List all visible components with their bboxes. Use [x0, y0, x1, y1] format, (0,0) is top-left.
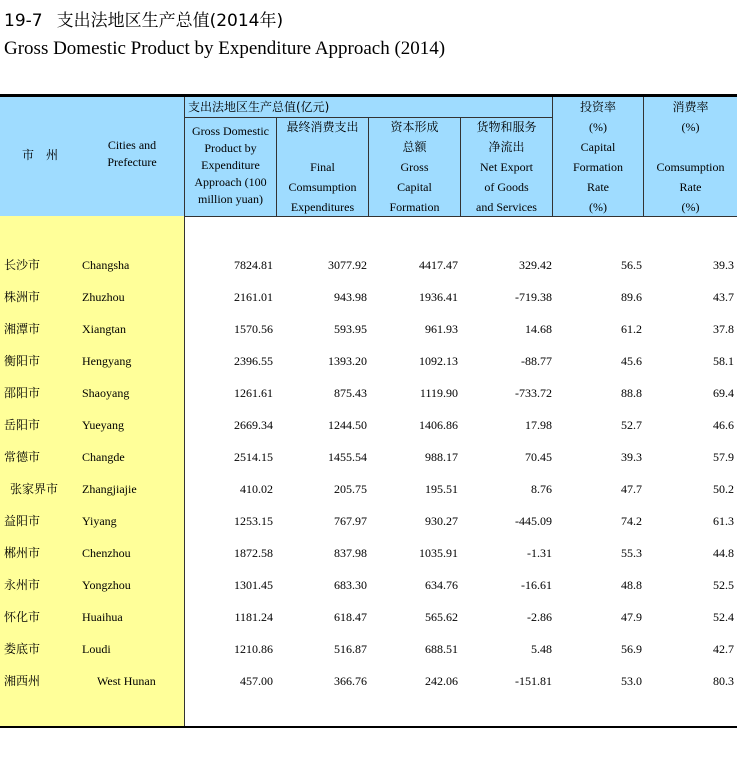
final-consumption-value: 943.98: [334, 290, 367, 304]
city-name-zh: 邵阳市: [4, 386, 41, 400]
hdr-line: Rate: [587, 180, 609, 194]
investment-rate-value: 48.8: [621, 578, 642, 592]
hdr-line: Approach (100: [194, 175, 267, 189]
hdr-line: Capital: [397, 180, 432, 194]
net-export-value: -719.38: [515, 290, 552, 304]
gdp-value: 2514.15: [234, 450, 273, 464]
final-consumption-value: 1455.54: [328, 450, 367, 464]
city-name-en: Changsha: [82, 258, 130, 272]
final-consumption-value: 875.43: [334, 386, 367, 400]
header-group-zh: 支出法地区生产总值(亿元): [188, 100, 330, 114]
table-title-zh: [4, 6, 283, 31]
hdr-line: Expenditures: [290, 200, 355, 214]
hdr-line: Formation: [573, 160, 623, 174]
hdr-line: 资本形成: [390, 120, 439, 134]
gdp-value: 2669.34: [234, 418, 273, 432]
consumption-rate-value: 52.5: [713, 578, 734, 592]
consumption-rate-value: 57.9: [713, 450, 734, 464]
hdr-line: (%): [681, 200, 700, 214]
capital-formation-value: 930.27: [425, 514, 458, 528]
net-export-value: 14.68: [525, 322, 552, 336]
header-cons-rate: [644, 97, 737, 217]
header-inv-rate: [553, 97, 643, 217]
consumption-rate-value: 43.7: [713, 290, 734, 304]
consumption-rate-value: 80.3: [713, 674, 734, 688]
table-row: [0, 313, 737, 345]
hdr-line: 货物和服务: [476, 120, 537, 134]
hdr-line: (%): [589, 200, 607, 214]
header-city-zh: 市 州: [21, 148, 58, 162]
hdr-line: Product by: [204, 141, 257, 155]
title-zh-text: 支出法地区生产总值(2014年): [56, 11, 284, 31]
final-consumption-value: 205.75: [334, 482, 367, 496]
investment-rate-value: 47.7: [621, 482, 642, 496]
city-name-en: Yongzhou: [82, 578, 131, 592]
city-name-en: Yueyang: [82, 418, 124, 432]
hdr-line: 最终消费支出: [286, 120, 359, 134]
hdr-line: [277, 137, 368, 157]
gdp-value: 1210.86: [234, 642, 273, 656]
consumption-rate-value: 58.1: [713, 354, 734, 368]
header-capital: [369, 117, 460, 217]
consumption-rate-value: 39.3: [713, 258, 734, 272]
city-name-en: Xiangtan: [82, 322, 126, 336]
investment-rate-value: 56.9: [621, 642, 642, 656]
final-consumption-value: 593.95: [334, 322, 367, 336]
investment-rate-value: 89.6: [621, 290, 642, 304]
investment-rate-value: 88.8: [621, 386, 642, 400]
final-consumption-value: 618.47: [334, 610, 367, 624]
table-row: [0, 601, 737, 633]
gdp-value: 1253.15: [234, 514, 273, 528]
final-consumption-value: 1393.20: [328, 354, 367, 368]
table-row: [0, 377, 737, 409]
consumption-rate-value: 37.8: [713, 322, 734, 336]
city-name-zh: 岳阳市: [4, 418, 41, 432]
capital-formation-value: 634.76: [425, 578, 458, 592]
investment-rate-value: 45.6: [621, 354, 642, 368]
hdr-line: of Goods: [484, 180, 529, 194]
hdr-line: 投资率: [579, 100, 616, 114]
table-row: [0, 665, 737, 697]
bottom-rule: [0, 726, 737, 728]
investment-rate-value: 56.5: [621, 258, 642, 272]
city-name-en: Yiyang: [82, 514, 117, 528]
table-header: [0, 97, 737, 217]
capital-formation-value: 195.51: [425, 482, 458, 496]
header-city-en: [92, 137, 172, 171]
consumption-rate-value: 50.2: [713, 482, 734, 496]
header-final: [277, 117, 368, 217]
hdr-line: Rate: [679, 180, 702, 194]
capital-formation-value: 1119.90: [419, 386, 458, 400]
capital-formation-value: 961.93: [425, 322, 458, 336]
city-name-zh: 娄底市: [4, 642, 41, 656]
table-row: [0, 281, 737, 313]
city-name-zh: 株洲市: [4, 290, 41, 304]
hdr-line: 消费率: [672, 100, 709, 114]
investment-rate-value: 39.3: [621, 450, 642, 464]
table-row: [0, 505, 737, 537]
gdp-value: 7824.81: [234, 258, 273, 272]
table-row: [0, 409, 737, 441]
table-number: 19-7: [4, 11, 43, 31]
investment-rate-value: 61.2: [621, 322, 642, 336]
consumption-rate-value: 52.4: [713, 610, 734, 624]
net-export-value: 329.42: [519, 258, 552, 272]
hdr-line: Comsumption: [288, 180, 357, 194]
consumption-rate-value: 46.6: [713, 418, 734, 432]
table-row: [0, 473, 737, 505]
net-export-value: 8.76: [531, 482, 552, 496]
city-name-zh: 湘西州: [4, 674, 41, 688]
table-title-en: Gross Domestic Product by Expenditure Approach (2014): [4, 38, 446, 59]
capital-formation-value: 242.06: [425, 674, 458, 688]
hdr-line: (%): [589, 120, 607, 134]
city-name-zh: 常德市: [4, 450, 41, 464]
city-name-en: Huaihua: [82, 610, 123, 624]
gdp-value: 457.00: [240, 674, 273, 688]
net-export-value: 17.98: [525, 418, 552, 432]
hdr-line: 净流出: [488, 140, 525, 154]
city-name-en: West Hunan: [97, 674, 156, 688]
final-consumption-value: 3077.92: [328, 258, 367, 272]
net-export-value: -445.09: [515, 514, 552, 528]
city-name-zh: 永州市: [4, 578, 41, 592]
table-row: [0, 569, 737, 601]
final-consumption-value: 366.76: [334, 674, 367, 688]
gdp-value: 1181.24: [234, 610, 273, 624]
hdr-line: and Services: [476, 200, 537, 214]
city-name-en: Loudi: [82, 642, 111, 656]
final-consumption-value: 683.30: [334, 578, 367, 592]
net-export-value: -16.61: [521, 578, 552, 592]
hdr-line: million yuan): [198, 192, 263, 206]
net-export-value: 5.48: [531, 642, 552, 656]
city-name-en: Chenzhou: [82, 546, 131, 560]
header-gdp: [185, 123, 276, 208]
hdr-line: Capital: [580, 140, 616, 154]
hdr-line: 总额: [402, 140, 427, 154]
capital-formation-value: 1092.13: [419, 354, 458, 368]
hdr-line: Gross: [400, 160, 429, 174]
final-consumption-value: 1244.50: [328, 418, 367, 432]
city-name-zh: 长沙市: [4, 258, 41, 272]
city-name-zh: 湘潭市: [4, 322, 41, 336]
investment-rate-value: 52.7: [621, 418, 642, 432]
gdp-value: 1570.56: [234, 322, 273, 336]
city-name-en: Zhangjiajie: [82, 482, 137, 496]
capital-formation-value: 1936.41: [419, 290, 458, 304]
investment-rate-value: 53.0: [621, 674, 642, 688]
final-consumption-value: 837.98: [334, 546, 367, 560]
city-name-zh: 益阳市: [4, 514, 41, 528]
gdp-value: 1261.61: [234, 386, 273, 400]
city-name-en: Shaoyang: [82, 386, 130, 400]
city-name-zh: 衡阳市: [4, 354, 41, 368]
city-name-zh: 郴州市: [4, 546, 41, 560]
final-consumption-value: 767.97: [334, 514, 367, 528]
city-name-en: Hengyang: [82, 354, 132, 368]
net-export-value: -2.86: [527, 610, 552, 624]
hdr-line: [644, 137, 737, 157]
capital-formation-value: 988.17: [425, 450, 458, 464]
hdr-line: Net Export: [480, 160, 533, 174]
header-city-en-2: Prefecture: [107, 155, 157, 169]
capital-formation-value: 1406.86: [419, 418, 458, 432]
consumption-rate-value: 44.8: [713, 546, 734, 560]
city-name-zh: 张家界市: [10, 482, 59, 496]
hdr-line: (%): [681, 120, 700, 134]
table-row: [0, 537, 737, 569]
hdr-line: Gross Domestic: [192, 124, 269, 138]
investment-rate-value: 74.2: [621, 514, 642, 528]
hdr-line: Formation: [389, 200, 440, 214]
city-name-zh: 怀化市: [4, 610, 41, 624]
city-name-en: Zhuzhou: [82, 290, 125, 304]
consumption-rate-value: 69.4: [713, 386, 734, 400]
capital-formation-value: 1035.91: [419, 546, 458, 560]
final-consumption-value: 516.87: [334, 642, 367, 656]
capital-formation-value: 688.51: [425, 642, 458, 656]
hdr-line: Expenditure: [201, 158, 260, 172]
net-export-value: -733.72: [515, 386, 552, 400]
hdr-line: Final: [310, 160, 335, 174]
table-row: [0, 249, 737, 281]
net-export-value: 70.45: [525, 450, 552, 464]
table-row: [0, 633, 737, 665]
investment-rate-value: 55.3: [621, 546, 642, 560]
gdp-value: 2396.55: [234, 354, 273, 368]
header-export: [461, 117, 552, 217]
gdp-value: 1301.45: [234, 578, 273, 592]
capital-formation-value: 565.62: [425, 610, 458, 624]
net-export-value: -88.77: [521, 354, 552, 368]
city-name-en: Changde: [82, 450, 125, 464]
net-export-value: -1.31: [527, 546, 552, 560]
consumption-rate-value: 42.7: [713, 642, 734, 656]
capital-formation-value: 4417.47: [419, 258, 458, 272]
table-row: [0, 441, 737, 473]
consumption-rate-value: 61.3: [713, 514, 734, 528]
table-row: [0, 345, 737, 377]
gdp-value: 1872.58: [234, 546, 273, 560]
net-export-value: -151.81: [515, 674, 552, 688]
header-city-en-1: Cities and: [107, 138, 157, 152]
investment-rate-value: 47.9: [621, 610, 642, 624]
gdp-value: 410.02: [240, 482, 273, 496]
hdr-line: Comsumption: [656, 160, 725, 174]
gdp-value: 2161.01: [234, 290, 273, 304]
